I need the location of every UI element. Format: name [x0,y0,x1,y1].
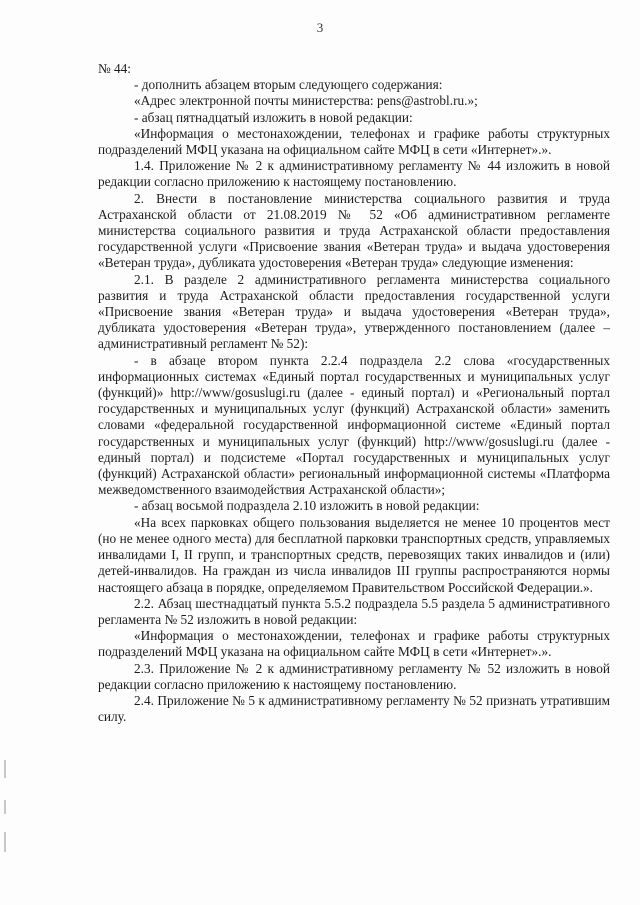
paragraph: «Информация о местонахождении, телефонах и графике работы структурных подразделений МФЦ указана на официальном сайте МФЦ в сети «Интернет».». [98,628,610,660]
scan-edge-mark [4,760,6,778]
paragraph: 1.4. Приложение № 2 к административному регламенту № 44 изложить в новой редакции согласно приложению к настоящему постановлению. [98,158,610,190]
paragraph: «На всех парковках общего пользования выделяется не менее 10 процентов мест (но не менее одного места) для бесплатной парковки транспортных средств, управляемых инвалидами I, II групп, и транспортных средств, перевозящих таких инвалидов и (или) детей-инвалидов. На граждан из числа инвалидов III группы распространяются нормы настоящего абзаца в порядке, определяемом Правительством Российской Федерации.». [98,514,610,595]
paragraph: - абзац восьмой подраздела 2.10 изложить в новой редакции: [134,498,480,514]
paragraph: 2.2. Абзац шестнадцатый пункта 5.5.2 подраздела 5.5 раздела 5 административного регламента № 52 изложить в новой редакции: [98,595,610,627]
paragraph: - дополнить абзацем вторым следующего содержания: [134,77,443,93]
paragraph: 2.4. Приложение № 5 к административному регламенту № 52 признать утратившим силу. [98,692,610,725]
scan-edge-mark [4,832,6,852]
paragraph: 2.3. Приложение № 2 к административному регламенту № 52 изложить в новой редакции согласно приложению к настоящему постановлению. [98,660,610,692]
paragraph: «Адрес электронной почты министерства: pens@astrobl.ru.»; [134,93,478,109]
paragraph: 2. Внести в постановление министерства социального развития и труда Астраханской области от 21.08.2019 № 52 «Об административном регламенте министерства социального развития и труда Астраханской области предоставления государственной услуги «Присвоение звания «Ветеран труда» и выдача удостоверения «Ветеран труда», дубликата удостоверения «Ветеран труда» следующие изменения: [98,190,610,271]
paragraph: - в абзаце втором пункта 2.2.4 подраздела 2.2 слова «государственных информационных системах «Единый портал государственных и муниципальных услуг (функций)» http://www/gosuslugi.ru (далее - единый портал) и «Региональный портал государственных и муниципальных услуг (функций) Астраханской области» заменить словами «федеральной государственной информационной системе «Единый портал государственных и муниципальных услуг (функций) http://www/gosuslugi.ru (далее - единый портал) и подсистеме «Портал государственных и муниципальных услуг (функций) Астраханской области» региональный информационной системы «Платформа межведомственного взаимодействия Астраханской области»; [98,352,610,498]
paragraph: - абзац пятнадцатый изложить в новой редакции: [134,109,413,125]
scan-edge-mark [4,800,6,814]
paragraph-intro-ref: № 44: [98,61,132,76]
document-body [98,61,610,725]
paragraph: 2.1. В разделе 2 административного регламента министерства социального развития и труда Астраханской области предоставления государственной услуги «Присвоение звания «Ветеран труда» и выдача удостоверения «Ветеран труда», дубликата удостоверения «Ветеран труда», утвержденного постановлением (далее – административный регламент № 52): [98,271,610,352]
paragraph: «Информация о местонахождении, телефонах и графике работы структурных подразделений МФЦ указана на официальном сайте МФЦ в сети «Интернет».». [98,125,610,158]
page-number: 3 [316,20,324,35]
